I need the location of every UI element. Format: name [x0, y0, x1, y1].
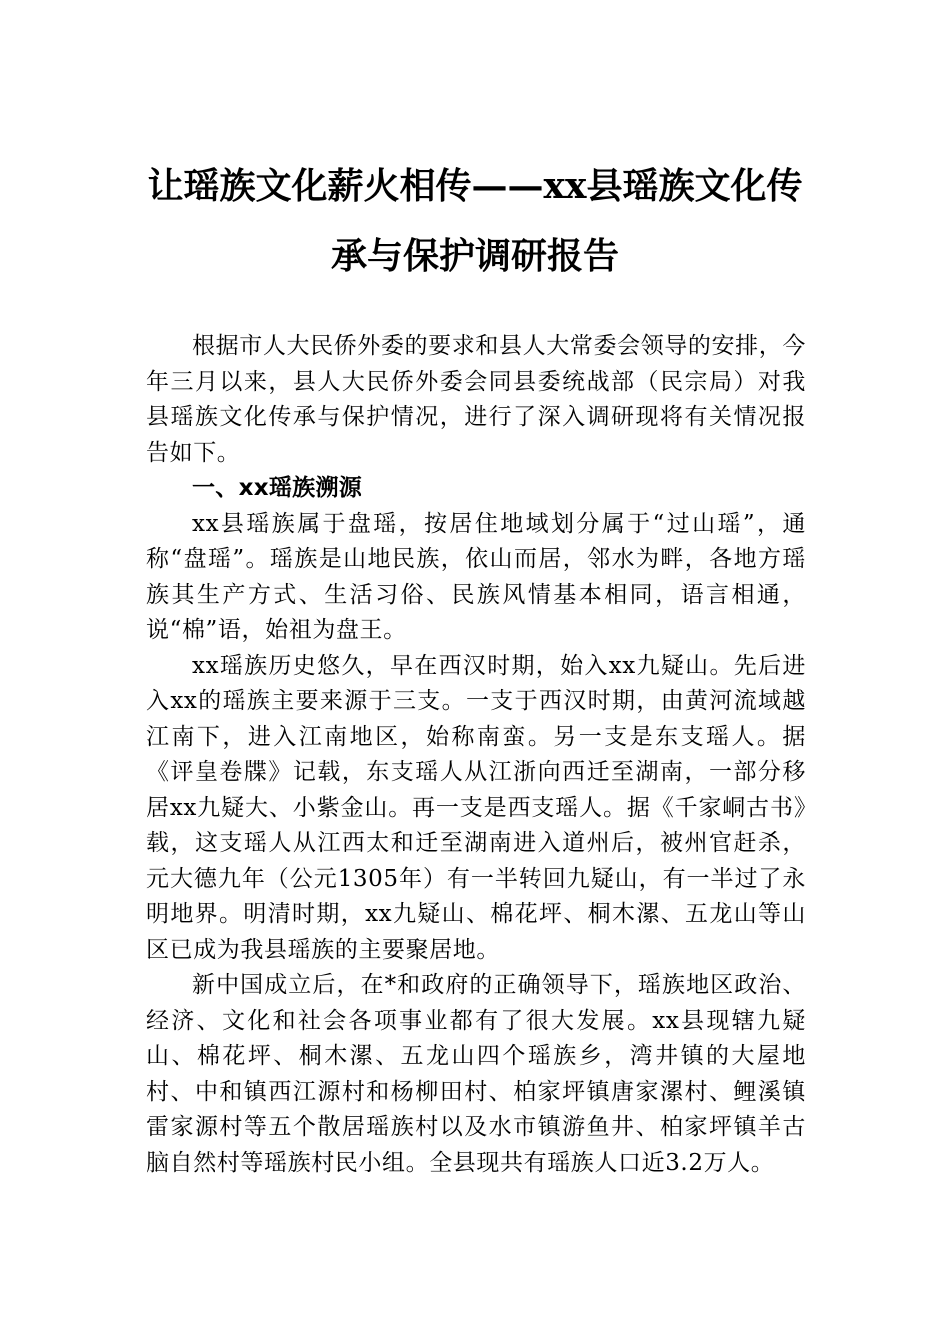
document-title-line-2: 承与保护调研报告: [330, 235, 619, 277]
section-heading: 一、xx瑶族溯源: [192, 475, 363, 501]
document-title-line-1: 让瑶族文化薪火相传——xx县瑶族文化传: [147, 165, 803, 207]
body-paragraph: 新中国成立后，在*和政府的正确领导下，瑶族地区政治、经济、文化和社会各项事业都有了很大发展。xx县现辖九疑山、棉花坪、桐木漯、五龙山四个瑶族乡，湾井镇的大屋地村、中和镇西江源村和杨柳田村、柏家坪镇唐家漯村、鲤溪镇雷家源村等五个散居瑶族村以及水市镇游鱼井、柏家坪镇羊古脑自然村等瑶族村民小组。全县现共有瑶族人口近3.2万人。: [146, 972, 806, 1176]
body-paragraph: xx县瑶族属于盘瑶，按居住地域划分属于“过山瑶”，通称“盘瑶”。瑶族是山地民族，依山而居，邻水为畔，各地方瑶族其生产方式、生活习俗、民族风情基本相同，语言相通，说“棉”语，始祖为盘王。: [146, 510, 806, 643]
body-paragraph: xx瑶族历史悠久，早在西汉时期，始入xx九疑山。先后进入xx的瑶族主要来源于三支。一支于西汉时期，由黄河流域越江南下，进入江南地区，始称南蛮。另一支是东支瑶人。据《评皇卷牒》记载，东支瑶人从江浙向西迁至湖南，一部分移居xx九疑大、小紫金山。再一支是西支瑶人。据《千家峒古书》载，这支瑶人从江西太和迁至湖南进入道州后，被州官赶杀，元大德九年（公元1305年）有一半转回九疑山，有一半过了永明地界。明清时期，xx九疑山、棉花坪、桐木漯、五龙山等山区已成为我县瑶族的主要聚居地。: [146, 652, 806, 963]
document-body: [146, 329, 806, 1181]
intro-paragraph: 根据市人大民侨外委的要求和县人大常委会领导的安排，今年三月以来，县人大民侨外委会同县委统战部（民宗局）对我县瑶族文化传承与保护情况，进行了深入调研现将有关情况报告如下。: [146, 333, 806, 466]
